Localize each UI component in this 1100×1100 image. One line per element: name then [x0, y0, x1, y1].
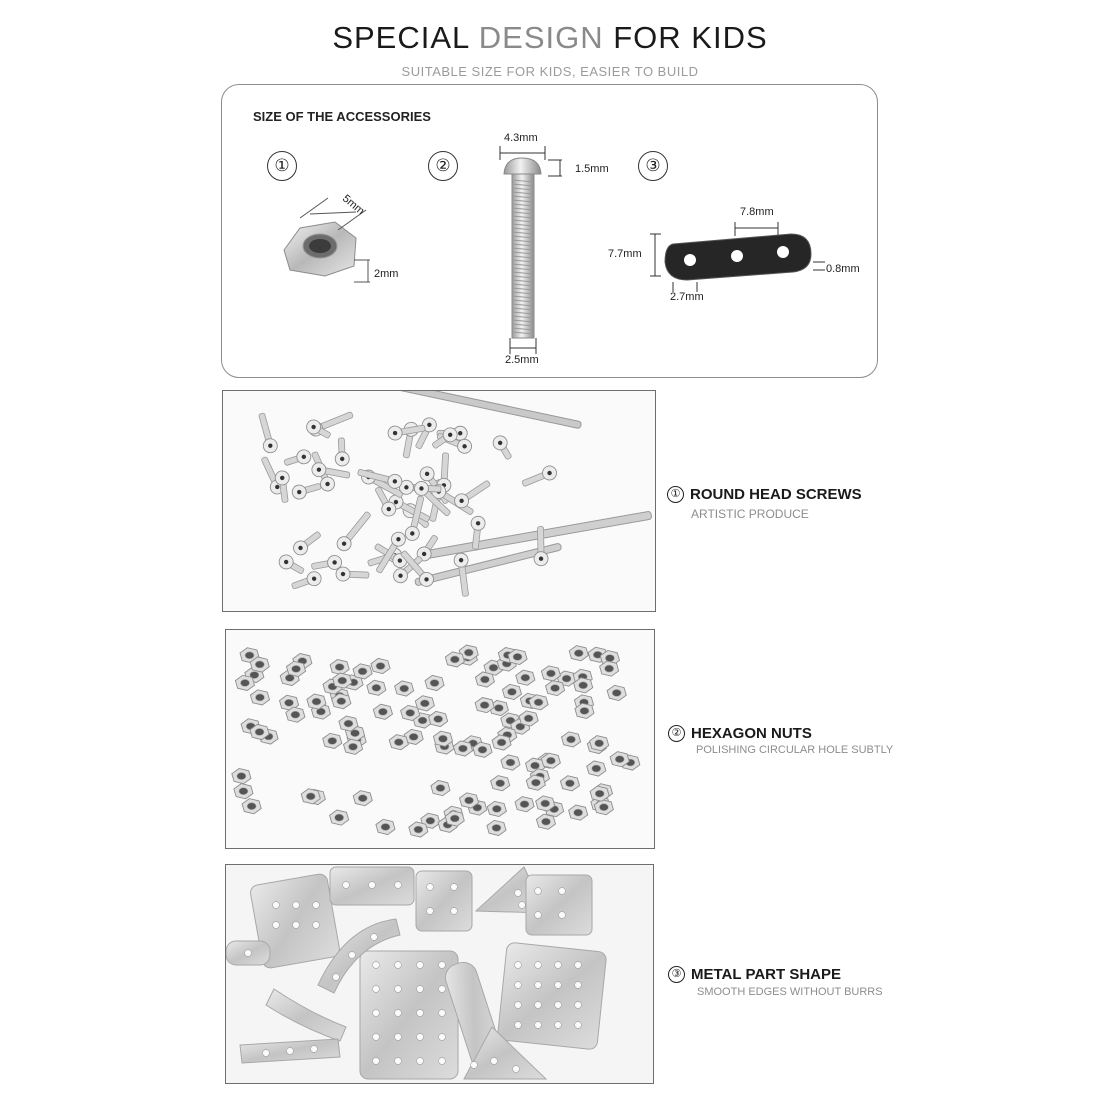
title-part-2: DESIGN — [478, 20, 604, 55]
title-part-1: SPECIAL — [332, 20, 470, 55]
accessory-number-3: ③ — [638, 151, 668, 181]
nut-height-label: 2mm — [374, 268, 399, 280]
nuts-illustration — [226, 630, 655, 849]
feature-title-screws: ROUND HEAD SCREWS — [690, 486, 862, 503]
plates-photo — [225, 864, 654, 1084]
screws-illustration — [223, 391, 656, 612]
accessory-number-2: ② — [428, 151, 458, 181]
feature-number-2: ② — [668, 725, 685, 742]
feature-title-nuts: HEXAGON NUTS — [691, 725, 812, 742]
feature-subtitle-nuts: POLISHING CIRCULAR HOLE SUBTLY — [696, 744, 894, 756]
feature-subtitle-plates: SMOOTH EDGES WITHOUT BURRS — [697, 986, 883, 998]
nuts-photo — [225, 629, 655, 849]
feature-number-1: ① — [667, 486, 684, 503]
screw-diameter-label: 2.5mm — [505, 354, 539, 366]
strip-hole-diameter-label: 2.7mm — [670, 291, 704, 303]
strip-thickness-label: 0.8mm — [826, 263, 860, 275]
strip-hole-spacing-label: 7.8mm — [740, 206, 774, 218]
title-part-3: FOR KIDS — [613, 20, 768, 55]
feature-number-3: ③ — [668, 966, 685, 983]
feature-plates — [668, 966, 883, 998]
accessory-number-1: ① — [267, 151, 297, 181]
feature-nuts — [668, 725, 893, 756]
feature-screws — [667, 486, 862, 521]
strip-width-label: 7.7mm — [608, 248, 642, 260]
plates-illustration — [226, 865, 654, 1084]
feature-title-plates: METAL PART SHAPE — [691, 966, 842, 983]
screws-photo — [222, 390, 656, 612]
nut-width-label: 5mm — [340, 192, 367, 218]
page-subtitle: SUITABLE SIZE FOR KIDS, EASIER TO BUILD — [401, 64, 699, 79]
feature-subtitle-screws: ARTISTIC PRODUCE — [691, 507, 809, 521]
screw-head-width-label: 4.3mm — [504, 132, 538, 144]
hex-nut-diagram — [270, 190, 410, 300]
accessories-heading: SIZE OF THE ACCESSORIES — [253, 109, 431, 124]
page-title — [0, 20, 1100, 56]
screw-head-height-label: 1.5mm — [575, 163, 609, 175]
